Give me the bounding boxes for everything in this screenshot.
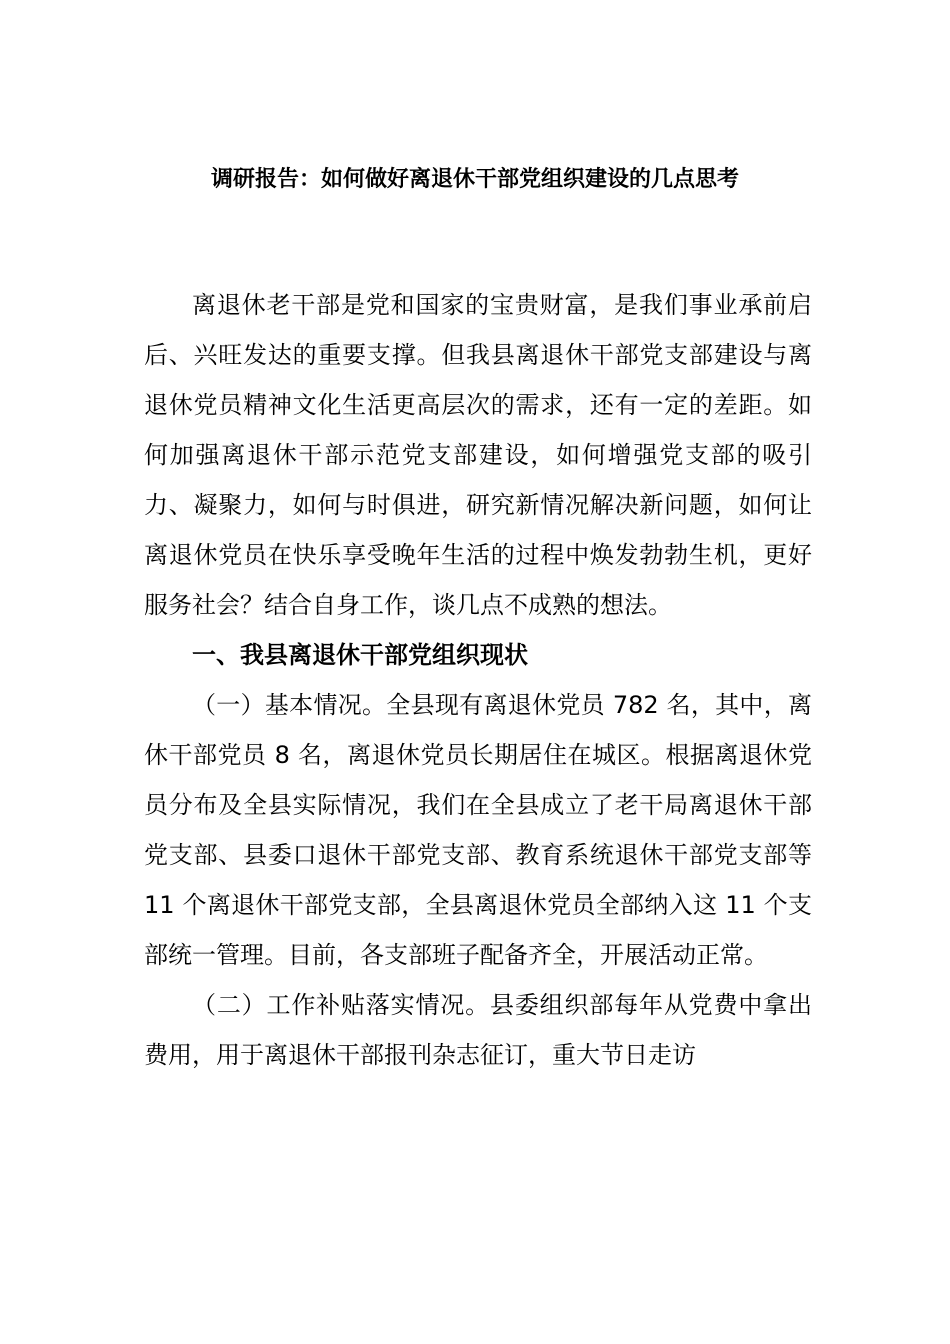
document-body (144, 280, 812, 1080)
section-heading: 一、我县离退休干部党组织现状 (192, 641, 528, 669)
intro-paragraph: 离退休老干部是党和国家的宝贵财富，是我们事业承前启后、兴旺发达的重要支撑。但我县离退休干部党支部建设与离退休党员精神文化生活更高层次的需求，还有一定的差距。如何加强离退休干部示范党支部建设，如何增强党支部的吸引力、凝聚力，如何与时俱进，研究新情况解决新问题，如何让离退休党员在快乐享受晚年生活的过程中焕发勃勃生机，更好服务社会？结合自身工作，谈几点不成熟的想法。 (144, 291, 812, 619)
subsidy-paragraph: （二）工作补贴落实情况。县委组织部每年从党费中拿出费用，用于离退休干部报刊杂志征订，重大节日走访 (144, 991, 812, 1069)
basic-situation-paragraph: （一）基本情况。全县现有离退休党员 782 名，其中，离休干部党员 8 名，离退休党员长期居住在城区。根据离退休党员分布及全县实际情况，我们在全县成立了老干局离退休干部党支部、县委口退休干部党支部、教育系统退休干部党支部等 11 个离退休干部党支部，全县离退休党员全部纳入这 11 个支部统一管理。目前，各支部班子配备齐全，开展活动正常。 (144, 691, 812, 969)
document-title: 调研报告：如何做好离退休干部党组织建设的几点思考 (210, 167, 739, 192)
